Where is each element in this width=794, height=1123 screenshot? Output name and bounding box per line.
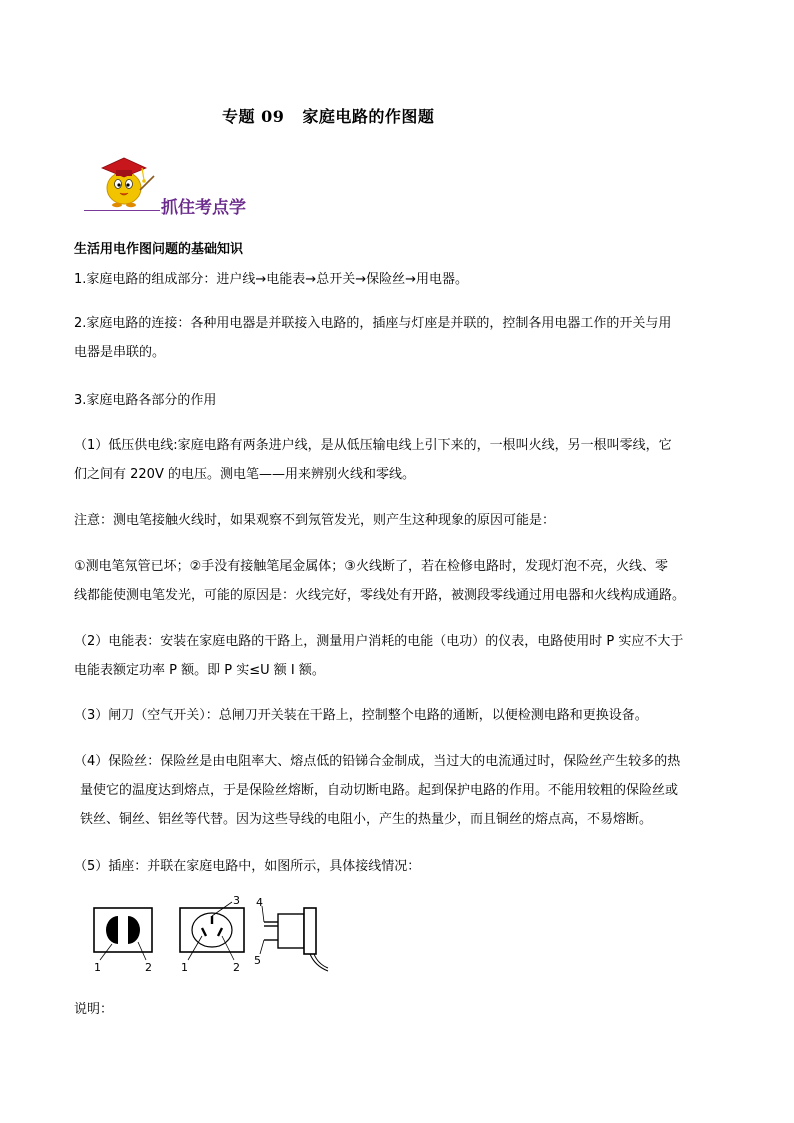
paragraph-10: （5）插座：并联在家庭电路中，如图所示，具体接线情况： <box>74 859 421 874</box>
fig-label: 2 <box>233 961 240 972</box>
subheading: 生活用电作图问题的基础知识 <box>74 242 244 257</box>
paragraph-5: 注意：测电笔接触火线时，如果观察不到氖管发光，则产生这种现象的原因可能是： <box>74 513 556 528</box>
paragraph-8: （3）闸刀（空气开关）：总闸刀开关装在干路上，控制整个电路的通断，以便检测电路和更换设备。 <box>74 708 648 723</box>
fig-label: 2 <box>145 961 152 972</box>
paragraph-6-line-1: ①测电笔氖管已坏；②手没有接触笔尾金属体；③火线断了，若在检修电路时，发现灯泡不亮，火线、零 <box>74 559 668 574</box>
fig-label: 1 <box>94 961 101 972</box>
paragraph-11: 说明： <box>74 1002 114 1017</box>
two-pin-socket <box>94 908 152 972</box>
section-heading-underline <box>84 210 160 211</box>
paragraph-1: 1.家庭电路的组成部分：进户线→电能表→总开关→保险丝→用电器。 <box>74 272 468 287</box>
title-text: 家庭电路的作图题 <box>302 107 435 126</box>
paragraph-3: 3.家庭电路各部分的作用 <box>74 393 217 408</box>
three-pin-socket <box>180 894 244 972</box>
paragraph-4-line-1: （1）低压供电线:家庭电路有两条进户线，是从低压输电线上引下来的，一根叫火线，另一根叫零线，它 <box>74 438 672 453</box>
graduate-mascot-icon <box>84 150 164 212</box>
fig-label: 3 <box>233 894 240 907</box>
paragraph-2-line-1: 2.家庭电路的连接：各种用电器是并联接入电路的，插座与灯座是并联的，控制各用电器工作的开关与用 <box>74 316 672 331</box>
paragraph-4-line-2: 们之间有 220V 的电压。测电笔——用来辨别火线和零线。 <box>74 467 415 482</box>
paragraph-7-line-1: （2）电能表：安装在家庭电路的干路上，测量用户消耗的电能（电功）的仪表，电路使用时 P 实应不大于 <box>74 634 684 649</box>
paragraph-9-line-2: 量使它的温度达到熔点，于是保险丝熔断，自动切断电路。起到保护电路的作用。不能用较粗的保险丝或 <box>80 783 679 798</box>
paragraph-9-line-3: 铁丝、铜丝、铝丝等代替。因为这些导线的电阻小，产生的热量少，而且铜丝的熔点高，不易熔断。 <box>80 812 653 827</box>
socket-diagram <box>82 892 332 972</box>
page-title <box>222 104 434 127</box>
paragraph-9-line-1: （4）保险丝：保险丝是由电阻率大、熔点低的铅锑合金制成，当过大的电流通过时，保险丝产生较多的热 <box>74 754 681 769</box>
paragraph-6-line-2: 线都能使测电笔发光，可能的原因是：火线完好，零线处有开路，被测段零线通过用电器和火线构成通路。 <box>74 588 686 603</box>
fig-label: 5 <box>254 954 261 967</box>
section-heading: 抓住考点学 <box>161 198 246 218</box>
fig-label: 4 <box>256 896 263 909</box>
paragraph-7-line-2: 电能表额定功率 P 额。即 P 实≤U 额 I 额。 <box>74 663 325 678</box>
title-number: 专题 09 <box>222 107 285 126</box>
fig-label: 1 <box>181 961 188 972</box>
plug-side-view <box>254 896 328 971</box>
paragraph-2-line-2: 电器是串联的。 <box>74 345 166 360</box>
